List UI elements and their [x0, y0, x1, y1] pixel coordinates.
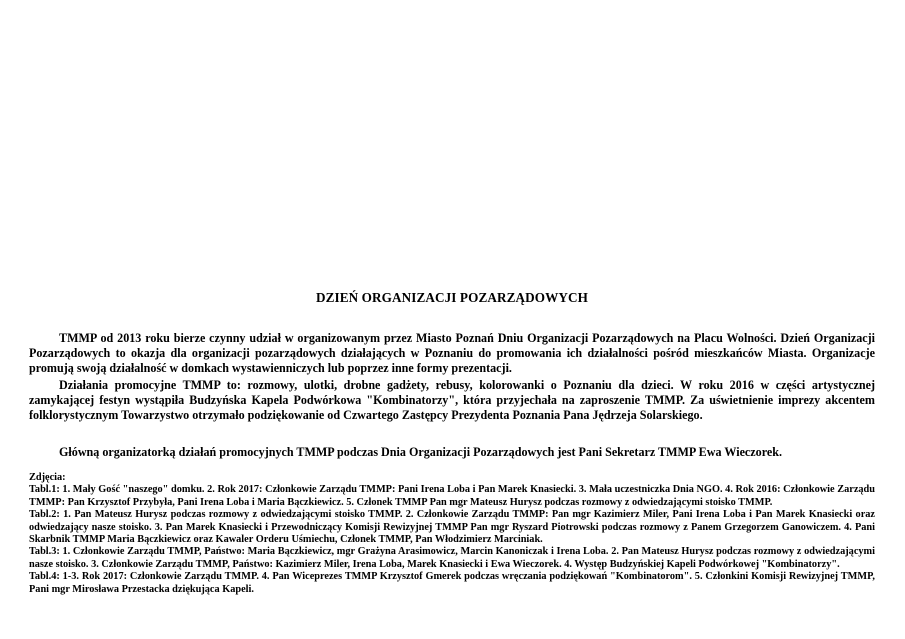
paragraph-organizer: Główną organizatorką działań promocyjnych TMMP podczas Dnia Organizacji Pozarządowych jest Pani Sekretarz TMMP Ewa Wieczorek. — [59, 445, 782, 459]
photo-captions — [29, 472, 875, 596]
photo-caption-tabl-2: Tabl.2: 1. Pan Mateusz Hurysz podczas rozmowy z odwiedzającymi stoisko TMMP. 2. Członkowie Zarządu TMMP: Pan mgr Kazimierz Miler, Pani Irena Loba i Pan Marek Knasiecki oraz odwiedzający nasze stoisko. 3. Pan Marek Knasiecki i Przewodniczący Komisji Rewizyjnej TMMP Pan mgr Ryszard Piotrowski podczas rozmowy z Panem Grzegorzem Ganowiczem. 4. Pani Skarbnik TMMP Maria Bączkiewicz oraz Kawaler Orderu Uśmiechu, Członek TMMP, Pan Włodzimierz Marciniak. — [29, 509, 875, 546]
page-title: DZIEŃ ORGANIZACJI POZARZĄDOWYCH — [315, 290, 588, 305]
photo-caption-tabl-1: Tabl.1: 1. Mały Gość "naszego" domku. 2. Rok 2017: Członkowie Zarządu TMMP: Pani Irena Loba i Pan Marek Knasiecki. 3. Mała uczestniczka Dnia NGO. 4. Rok 2016: Członkowie Zarządu TMMP: Pan Krzysztof Przybyła, Pani Irena Loba i Maria Bączkiewicz. 5. Członek TMMP Pan mgr Mateusz Hurysz podczas rozmowy z odwiedzającymi stoisko TMMP. — [29, 484, 875, 508]
photos-heading: Zdjęcia: — [29, 472, 66, 483]
paragraph-intro: TMMP od 2013 roku bierze czynny udział w organizowanym przez Miasto Poznań Dniu Organizacji Pozarządowych na Placu Wolności. Dzień Organizacji Pozarządowych to okazja dla organizacji pozarządowych działających w Poznaniu do promowania ich działalności pośród mieszkańców Miasta. Organizacje promują swoją działalność w domkach wystawienniczych lub poprzez inne formy prezentacji. — [29, 331, 875, 376]
photo-caption-tabl-4: Tabl.4: 1-3. Rok 2017: Członkowie Zarządu TMMP. 4. Pan Wiceprezes TMMP Krzysztof Gmerek podczas wręczania podziękowań "Kombinatorom". 5. Członkini Komisji Rewizyjnej TMMP, Pani mgr Mirosława Przestacka dziękująca Kapeli. — [29, 571, 875, 595]
document-page — [29, 0, 875, 639]
paragraph-promotion: Działania promocyjne TMMP to: rozmowy, ulotki, drobne gadżety, rebusy, kolorowanki o Poznaniu dla dzieci. W roku 2016 w części artystycznej zamykającej festyn wystąpiła Budzyńska Kapela Podwórkowa "Kombinatorzy", która przyjechała na zaproszenie TMMP. Za uświetnienie imprezy akcentem folklorystycznym Towarzystwo otrzymało podziękowanie od Czwartego Zastępcy Prezydenta Poznania Pana Jędrzeja Solarskiego. — [29, 378, 875, 423]
photo-caption-tabl-3: Tabl.3: 1. Członkowie Zarządu TMMP, Państwo: Maria Bączkiewicz, mgr Grażyna Arasimowicz, Marcin Kanoniczak i Irena Loba. 2. Pan Mateusz Hurysz podczas rozmowy z odwiedzającymi nasze stoisko. 3. Członkowie Zarządu TMMP, Państwo: Kazimierz Miler, Irena Loba, Marek Knasiecki i Ewa Wieczorek. 4. Występ Budzyńskiej Kapeli Podwórkowej "Kombinatorzy". — [29, 546, 875, 570]
